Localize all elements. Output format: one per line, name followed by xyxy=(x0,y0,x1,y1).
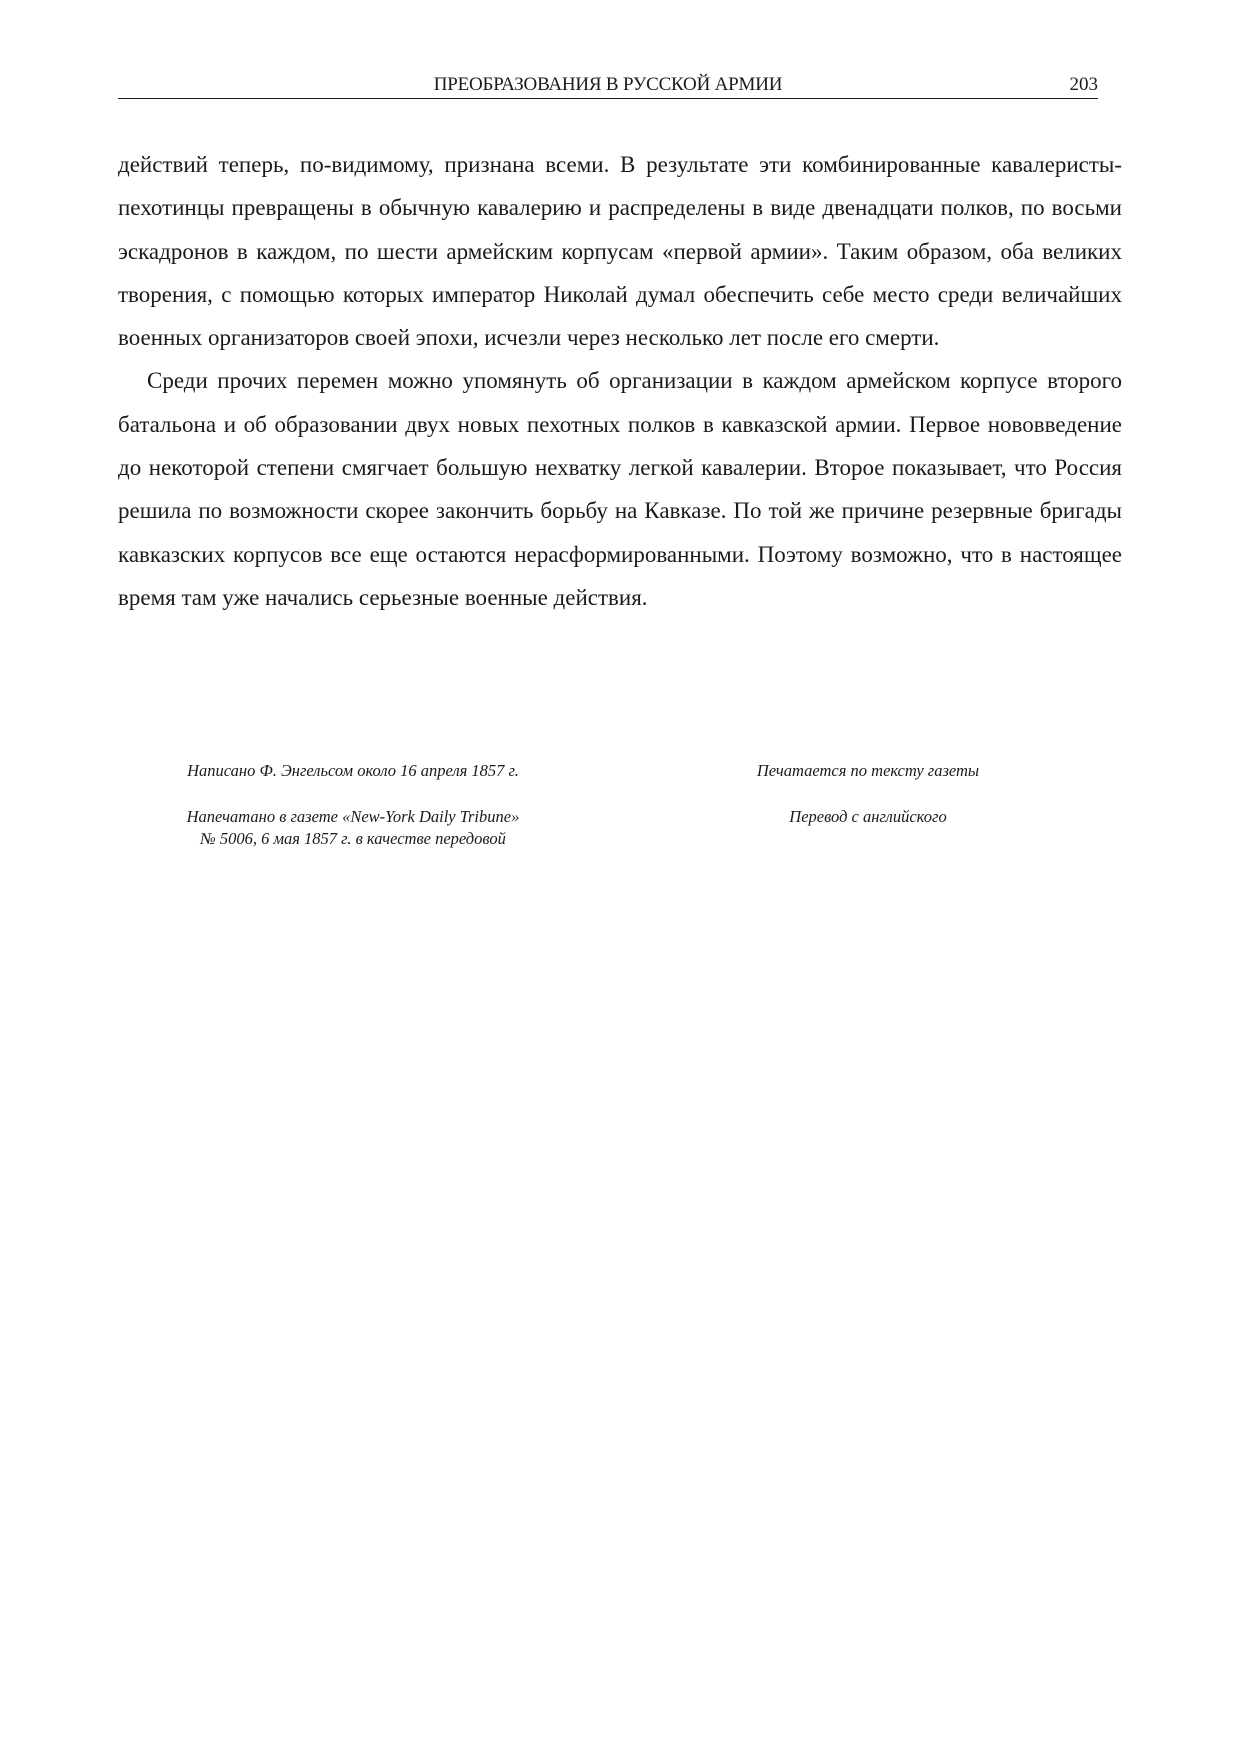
body-text xyxy=(118,143,1122,619)
published-note-line-2: № 5006, 6 мая 1857 г. в качестве передовой xyxy=(200,829,506,848)
published-note-line-1: Напечатано в газете «New-York Daily Tribune» xyxy=(186,807,520,826)
page-header xyxy=(118,72,1098,99)
page-number: 203 xyxy=(1069,74,1098,95)
written-by-note: Написано Ф. Энгельсом около 16 апреля 1857 г. xyxy=(187,761,519,780)
translation-note: Перевод с английского xyxy=(789,807,947,826)
printed-from-note: Печатается по тексту газеты xyxy=(756,761,980,780)
running-title: ПРЕОБРАЗОВАНИЯ В РУССКОЙ АРМИИ xyxy=(433,74,783,95)
notes-right-column xyxy=(648,760,1088,828)
notes-left-column xyxy=(118,760,588,850)
paragraph-1: действий теперь, по-видимому, признана всеми. В результате эти комбинированные кавалеристы-пехотинцы превращены в обычную кавалерию и распределены в виде двенадцати полков, по восьми эскадронов в каждом, по шести армейским корпусам «первой армии». Таким образом, оба великих творения, с помощью которых император Николай думал обеспечить себе место среди величайших военных организаторов своей эпохи, исчезли через несколько лет после его смерти. xyxy=(118,152,1122,351)
paragraph-2: Среди прочих перемен можно упомянуть об организации в каждом армейском корпусе второго батальона и об образовании двух новых пехотных полков в кавказской армии. Первое нововведение до некоторой степени смягчает большую нехватку легкой кавалерии. Второе показывает, что Россия решила по возможности скорее закончить борьбу на Кавказе. По той же причине резервные бригады кавказских корпусов все еще остаются нерасформированными. Поэтому возможно, что в настоящее время там уже начались серьезные военные действия. xyxy=(118,368,1122,610)
